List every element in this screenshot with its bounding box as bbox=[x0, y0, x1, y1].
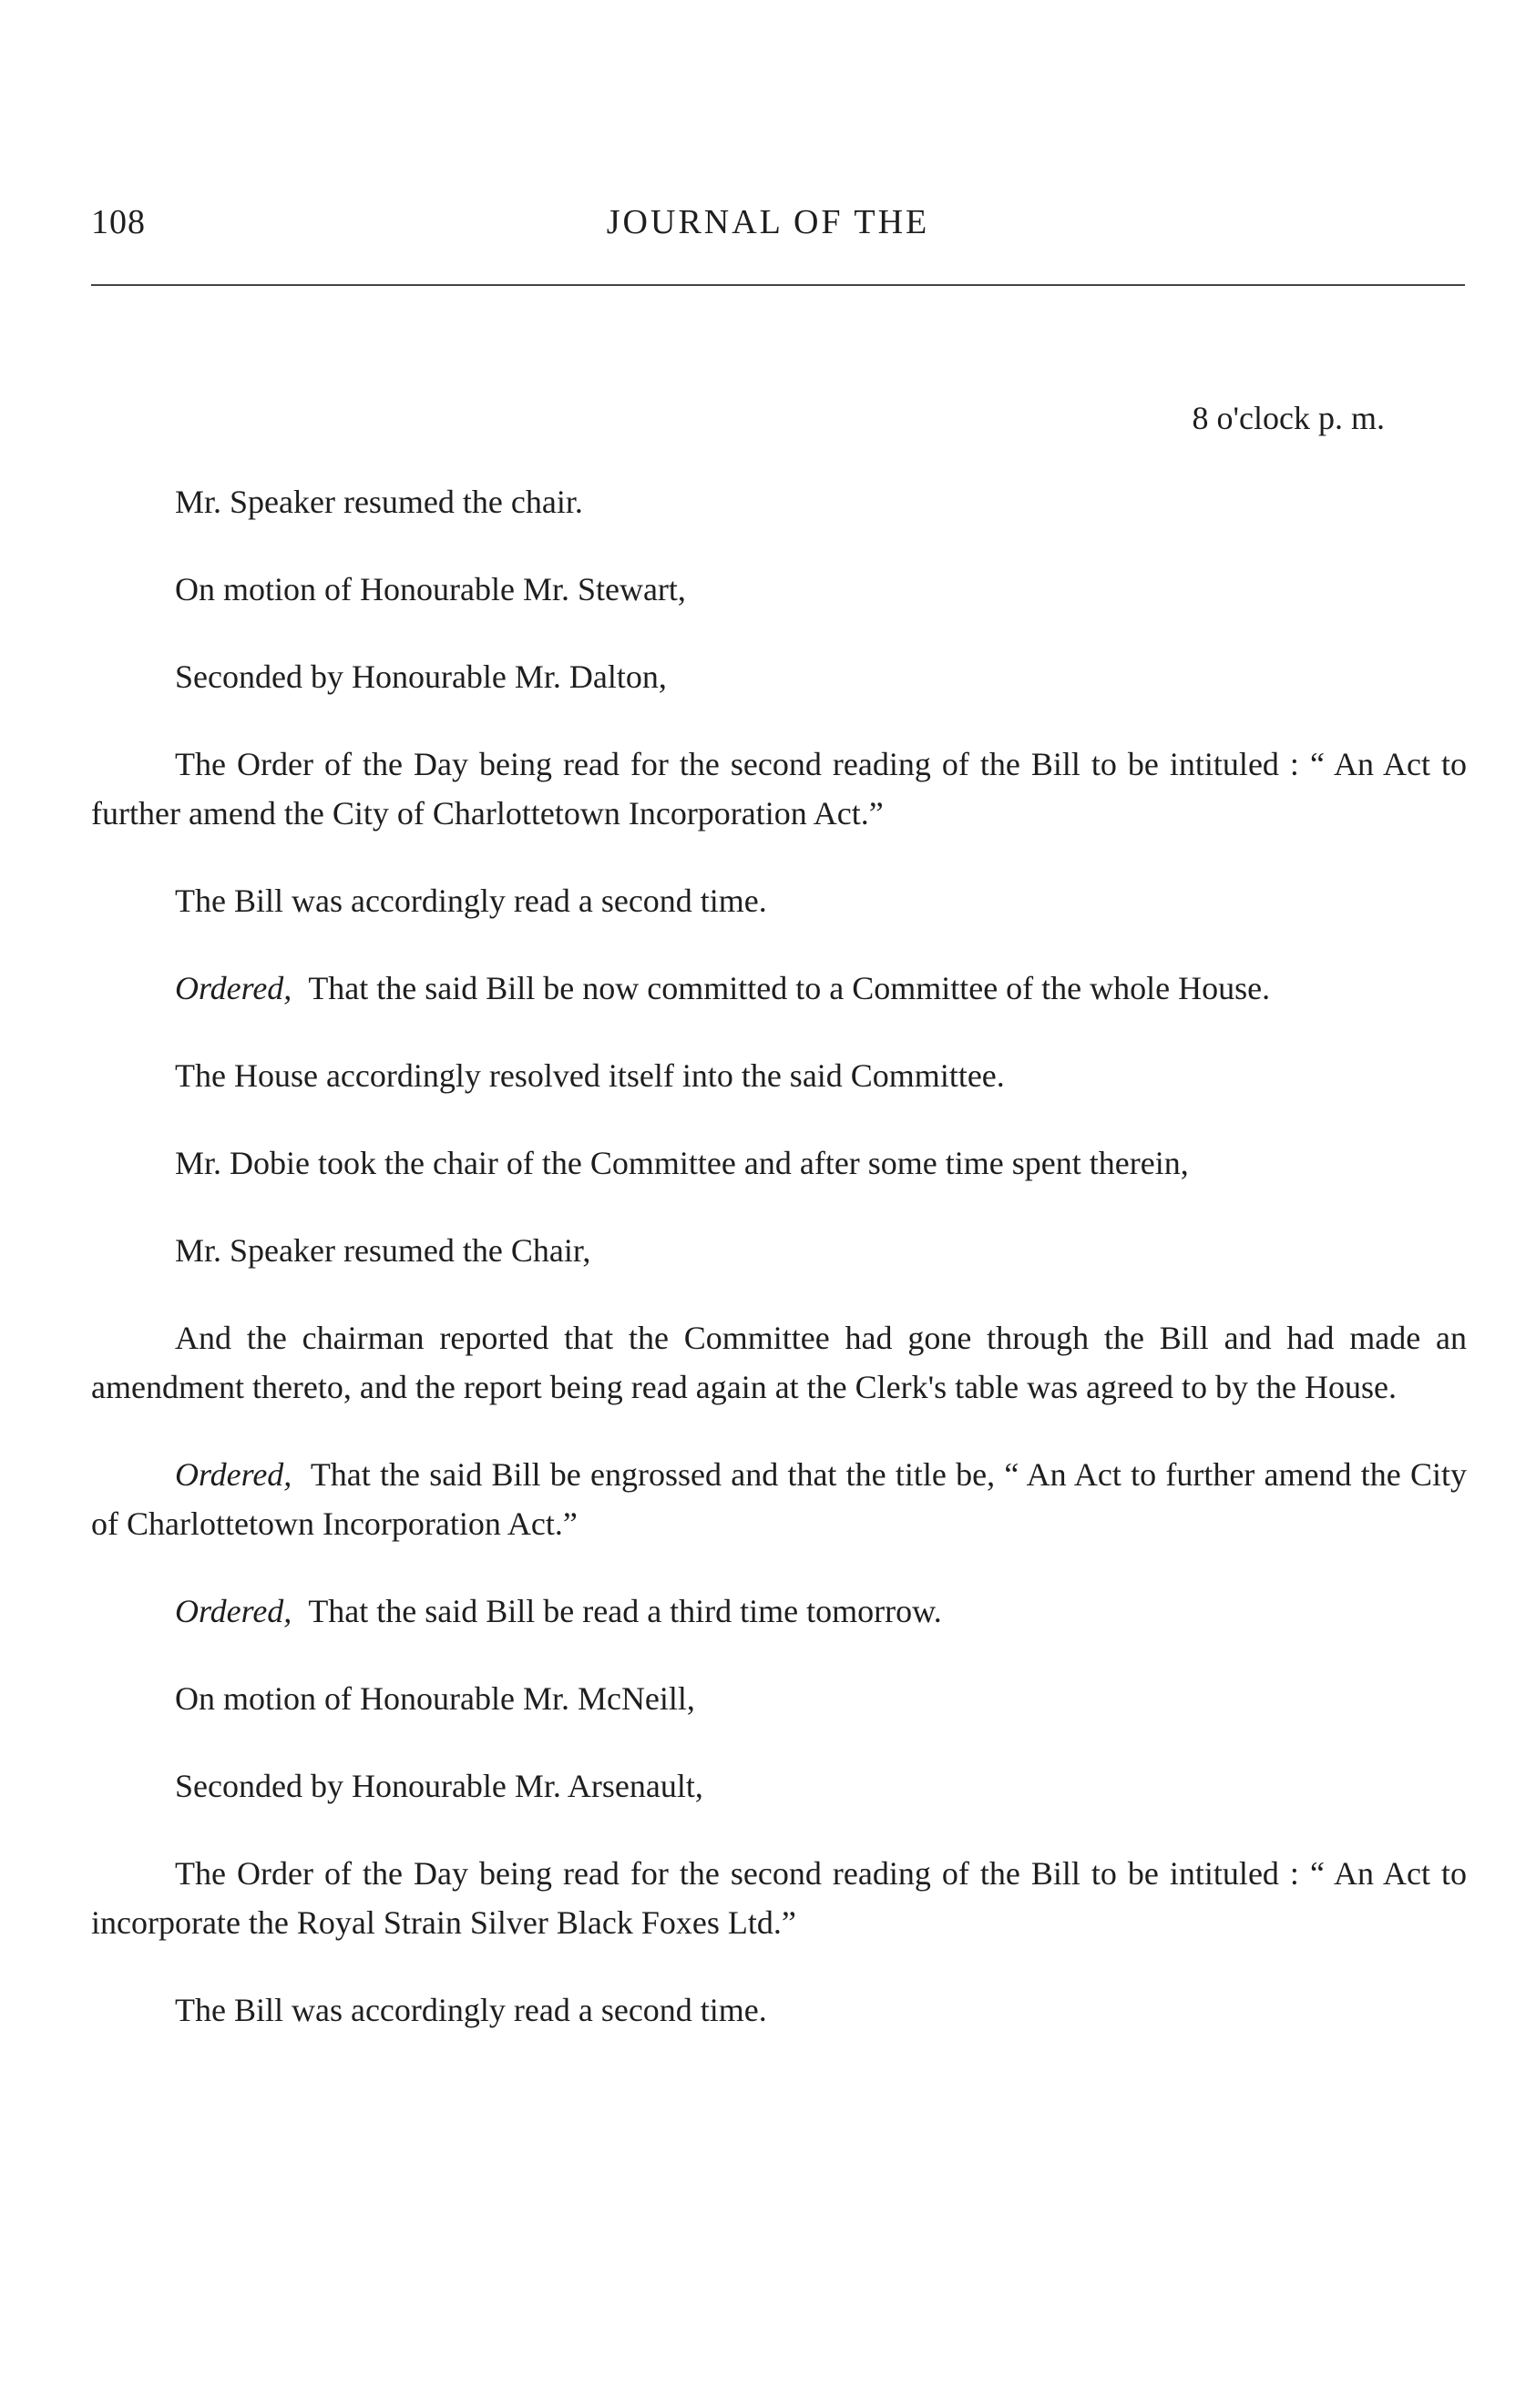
paragraph bbox=[91, 1761, 1467, 1811]
paragraph bbox=[91, 1226, 1467, 1275]
paragraph-text: Mr. Speaker resumed the Chair, bbox=[175, 1232, 591, 1269]
ordered-lead: Ordered, bbox=[175, 1456, 292, 1493]
paragraph bbox=[91, 1674, 1467, 1723]
paragraph-text: On motion of Honourable Mr. McNeill, bbox=[175, 1680, 695, 1717]
paragraph-text: On motion of Honourable Mr. Stewart, bbox=[175, 571, 686, 607]
paragraph bbox=[91, 477, 1467, 526]
paragraph bbox=[91, 565, 1467, 614]
paragraph-text: The Bill was accordingly read a second time. bbox=[175, 1992, 767, 2028]
paragraph bbox=[91, 1849, 1467, 1947]
paragraph-text: Seconded by Honourable Mr. Dalton, bbox=[175, 658, 667, 695]
paragraph bbox=[91, 1138, 1467, 1188]
paragraph bbox=[91, 1450, 1467, 1548]
paragraph bbox=[91, 1051, 1467, 1100]
ordered-lead: Ordered, bbox=[175, 1593, 292, 1629]
header-rule bbox=[91, 284, 1465, 286]
paragraph bbox=[91, 876, 1467, 925]
sitting-time: 8 o'clock p. m. bbox=[1192, 400, 1385, 436]
paragraph-text: The Order of the Day being read for the second reading of the Bill to be intituled : “ An Act to incorporate the Royal Strain Silver Black Foxes Ltd.” bbox=[91, 1855, 1467, 1941]
journal-title: JOURNAL OF THE bbox=[606, 203, 930, 241]
ordered-lead: Ordered, bbox=[175, 970, 292, 1006]
paragraph bbox=[91, 1587, 1467, 1636]
paragraph bbox=[91, 964, 1467, 1013]
paragraph-text: The House accordingly resolved itself into the said Committee. bbox=[175, 1057, 1005, 1094]
paragraph-text: The Bill was accordingly read a second time. bbox=[175, 883, 767, 919]
running-head bbox=[91, 202, 1445, 257]
paragraph-text: And the chairman reported that the Committee had gone through the Bill and had made an amendment thereto, and the report being read again at the Clerk's table was agreed to by the House. bbox=[91, 1320, 1467, 1405]
paragraph-text: The Order of the Day being read for the second reading of the Bill to be intituled : “ An Act to further amend the City of Charlottetown Incorporation Act.” bbox=[91, 746, 1467, 832]
paragraph bbox=[91, 652, 1467, 701]
paragraph-text: That the said Bill be now committed to a Committee of the whole House. bbox=[308, 970, 1271, 1006]
paragraph-text: Mr. Dobie took the chair of the Committee and after some time spent therein, bbox=[175, 1145, 1189, 1181]
paragraph-text: That the said Bill be read a third time tomorrow. bbox=[308, 1593, 942, 1629]
paragraph-text: Mr. Speaker resumed the chair. bbox=[175, 484, 583, 520]
paragraph bbox=[91, 1313, 1467, 1412]
paragraph bbox=[91, 740, 1467, 838]
paragraph bbox=[91, 1985, 1467, 2035]
paragraph-text: That the said Bill be engrossed and that the title be, “ An Act to further amend the City of Charlottetown Incorporation Act.” bbox=[91, 1456, 1467, 1542]
paragraph-text: Seconded by Honourable Mr. Arsenault, bbox=[175, 1768, 703, 1804]
page-number: 108 bbox=[91, 203, 146, 241]
journal-body bbox=[91, 393, 1467, 2073]
